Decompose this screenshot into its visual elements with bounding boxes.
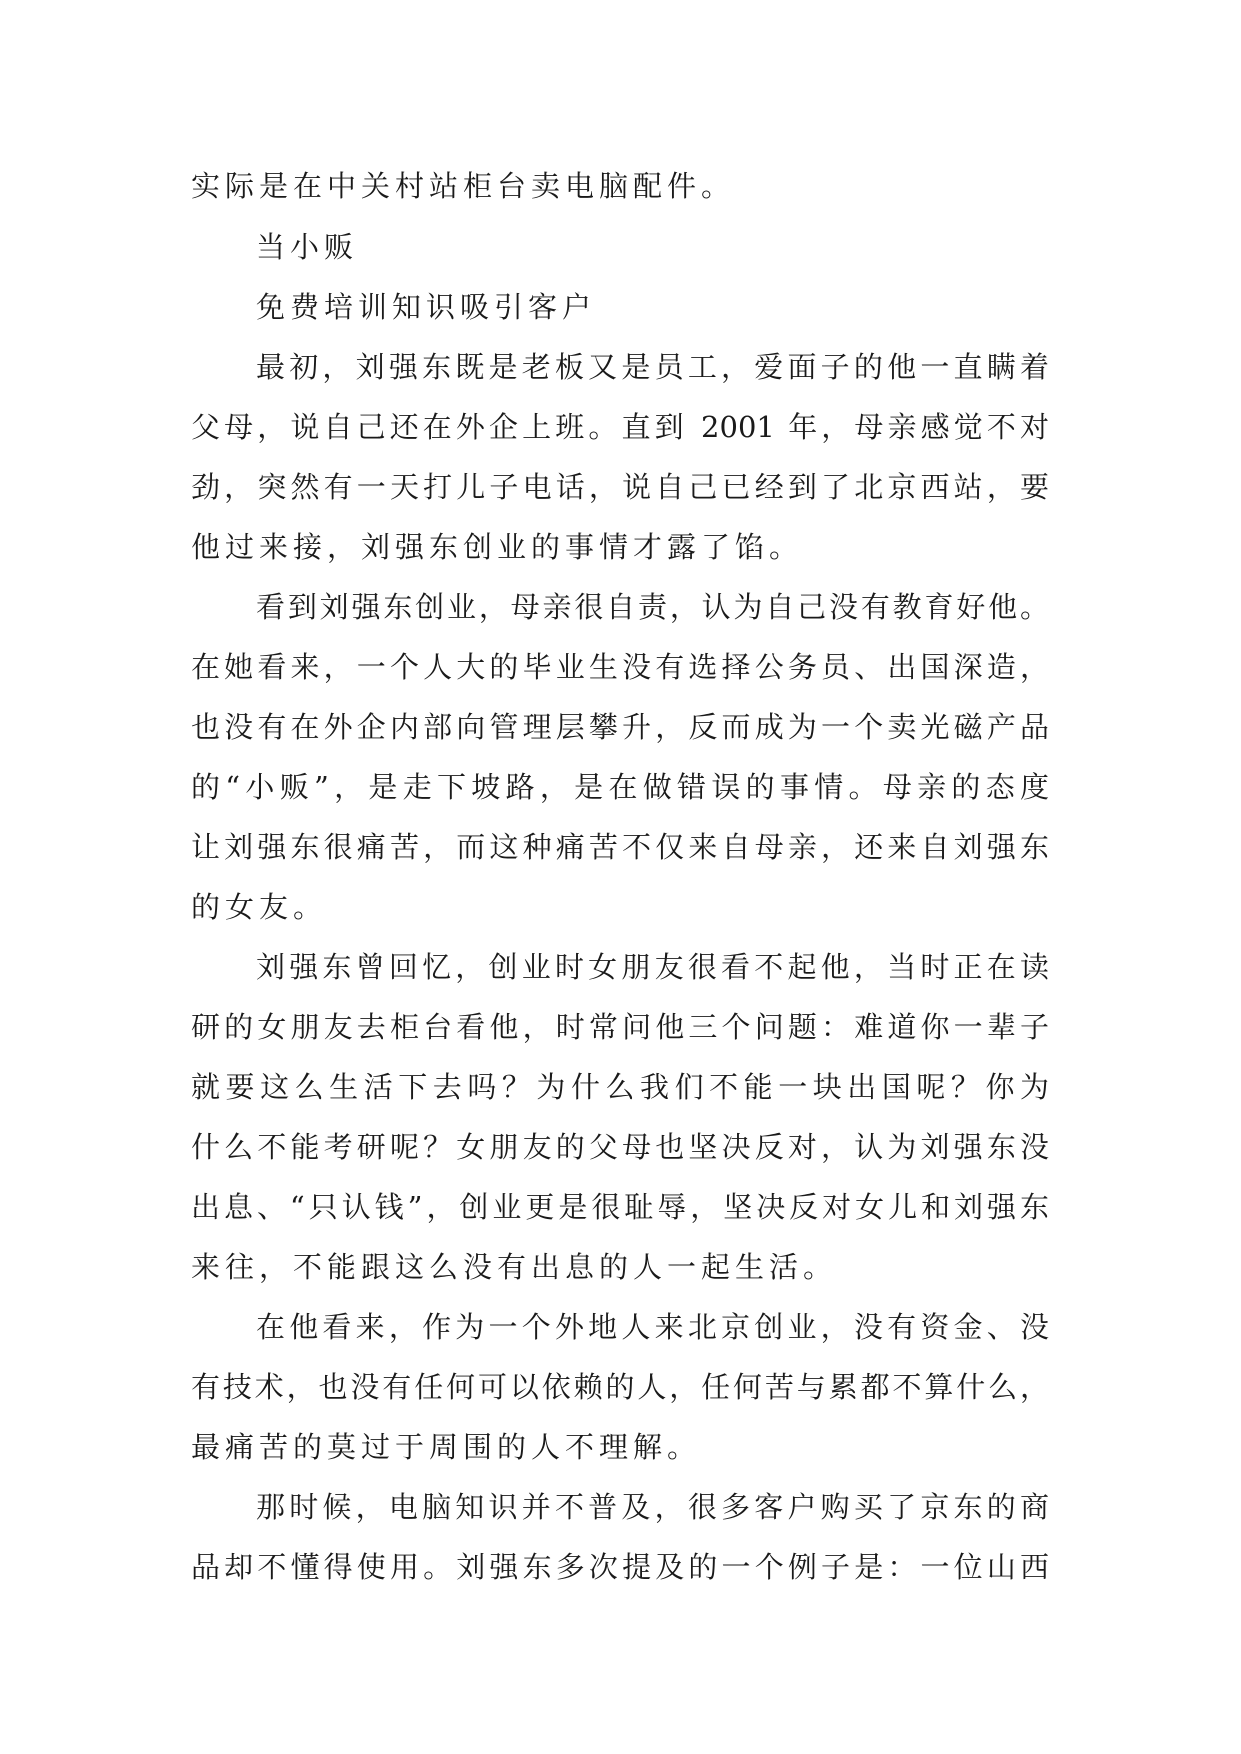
- text-line: 有技术，也没有任何可以依赖的人，任何苦与累都不算什么，: [191, 1370, 1049, 1404]
- section-heading: 当小贩: [256, 230, 359, 264]
- text-line: 在他看来，作为一个外地人来北京创业，没有资金、没: [256, 1310, 1049, 1344]
- text-line: 在她看来，一个人大的毕业生没有选择公务员、出国深造，: [191, 650, 1049, 684]
- text-line: 研的女朋友去柜台看他，时常问他三个问题：难道你一辈子: [191, 1010, 1049, 1044]
- text-line: 他过来接，刘强东创业的事情才露了馅。: [191, 530, 804, 564]
- text-line: 就要这么生活下去吗？为什么我们不能一块出国呢？你为: [191, 1070, 1049, 1104]
- text-line: 品却不懂得使用。刘强东多次提及的一个例子是：一位山西: [191, 1550, 1049, 1584]
- text-line: 那时候，电脑知识并不普及，很多客户购买了京东的商: [256, 1490, 1049, 1524]
- text-line: 刘强东曾回忆，创业时女朋友很看不起他，当时正在读: [256, 950, 1049, 984]
- text-line: 来往，不能跟这么没有出息的人一起生活。: [191, 1250, 838, 1284]
- text-line: 的“小贩”，是走下坡路，是在做错误的事情。母亲的态度: [191, 770, 1049, 804]
- text-line: 看到刘强东创业，母亲很自责，认为自己没有教育好他。: [256, 590, 1049, 624]
- text-line: 最痛苦的莫过于周围的人不理解。: [191, 1430, 702, 1464]
- text-line: 让刘强东很痛苦，而这种痛苦不仅来自母亲，还来自刘强东: [191, 830, 1049, 864]
- text-line: 什么不能考研呢？女朋友的父母也坚决反对，认为刘强东没: [191, 1130, 1049, 1164]
- text-line: 的女友。: [191, 890, 328, 924]
- text-line: 劲，突然有一天打儿子电话，说自己已经到了北京西站，要: [191, 470, 1049, 504]
- text-line: 父母，说自己还在外企上班。直到 2001 年，母亲感觉不对: [191, 410, 1049, 444]
- text-line: 实际是在中关村站柜台卖电脑配件。: [191, 169, 736, 203]
- section-subheading: 免费培训知识吸引客户: [256, 290, 597, 324]
- text-line: 最初，刘强东既是老板又是员工，爱面子的他一直瞒着: [256, 350, 1049, 384]
- text-line: 出息、“只认钱”，创业更是很耻辱，坚决反对女儿和刘强东: [191, 1190, 1049, 1224]
- text-line: 也没有在外企内部向管理层攀升，反而成为一个卖光磁产品: [191, 710, 1049, 744]
